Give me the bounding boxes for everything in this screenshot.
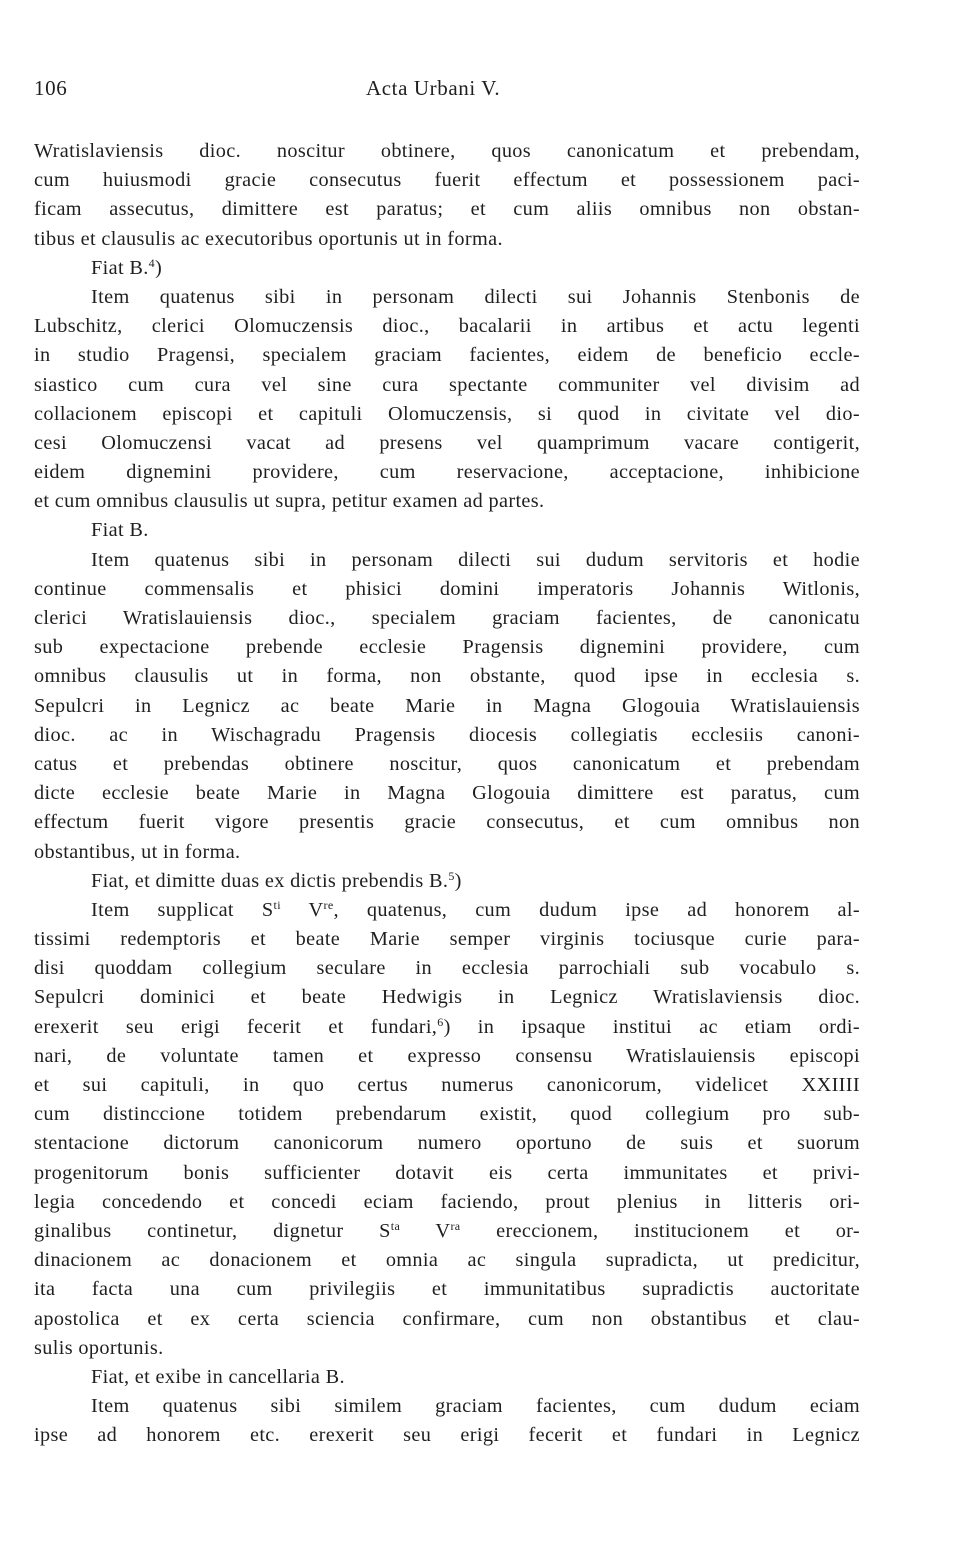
text-line: Item quatenus sibi in personam dilecti sui dudum servitoris et hodie xyxy=(91,548,860,571)
text-line: cesi Olomuczensi vacat ad presens vel quamprimum vacare contigerit, xyxy=(34,431,860,454)
text-line: Sepulcri dominici et beate Hedwigis in Legnicz Wratislaviensis dioc. xyxy=(34,986,860,1009)
text-line: Lubschitz, clerici Olomuczensis dioc., bacalarii in artibus et actu legenti xyxy=(34,315,860,338)
text-line: collacionem episcopi et capituli Olomuczensis, si quod in civitate vel dio- xyxy=(34,402,860,425)
text-line: apostolica et ex certa sciencia confirmare, cum non obstantibus et clau- xyxy=(34,1307,860,1330)
text-line: cum distinccione totidem prebendarum existit, quod collegium pro sub- xyxy=(34,1103,860,1126)
page-header xyxy=(34,76,860,106)
document-body xyxy=(34,137,860,1450)
text-line: effectum fuerit vigore presentis gracie consecutus, et cum omnibus non xyxy=(34,811,860,834)
text-line: erexerit seu erigi fecerit et fundari,$^6$) in ipsaque institui ac etiam ordi- xyxy=(34,1014,860,1038)
footnote-marker: 4 xyxy=(148,255,156,270)
text-line: catus et prebendas obtinere noscitur, quos canonicatum et prebendam xyxy=(34,752,860,775)
text-line: dicte ecclesie beate Marie in Magna Glogouia dimittere est paratus, cum xyxy=(34,782,860,805)
text-line: Fiat, et exibe in cancellaria B. xyxy=(91,1365,345,1388)
text-line: Wratislaviensis dioc. noscitur obtinere, quos canonicatum et prebendam, xyxy=(34,140,860,162)
text-line: nari, de voluntate tamen et expresso consensu Wratislauiensis episcopi xyxy=(34,1044,860,1067)
text-line: ginalibus continetur, dignetur $S^{ta}$ $V^{ra}$ ereccionem, institucionem et or- xyxy=(34,1218,860,1242)
text-line: Fiat B. xyxy=(91,519,149,542)
text-line: tissimi redemptoris et beate Marie semper virginis tociusque curie para- xyxy=(34,928,860,951)
text-line: sulis oportunis. xyxy=(34,1336,164,1359)
text-line: dioc. ac in Wischagradu Pragensis diocesis collegiatis ecclesiis canoni- xyxy=(34,723,860,746)
text-line: continue commensalis et phisici domini imperatoris Johannis Witlonis, xyxy=(34,577,860,600)
text-line: ita facta una cum privilegiis et immunitatibus supradictis auctoritate xyxy=(34,1278,860,1301)
running-title: Acta Urbani V. xyxy=(366,76,501,100)
text-line: clerici Wratislauiensis dioc., specialem graciam facientes, de canonicatu xyxy=(34,607,860,629)
page-number: 106 xyxy=(34,76,68,100)
text-line: Item supplicat $S^{ti}$ Vre, quatenus, cum dudum ipse ad honorem al- xyxy=(91,897,860,921)
text-line: progenitorum bonis sufficienter dotavit eis certa immunitates et privi- xyxy=(34,1161,860,1184)
text-line: Fiat, et dimitte duas ex dictis prebendis B.$^5$) xyxy=(91,868,462,892)
text-line: Fiat B.$^4$) xyxy=(91,255,163,279)
text-line: disi quoddam collegium seculare in ecclesia parrochiali sub vocabulo s. xyxy=(34,957,860,980)
text-line: Sepulcri in Legnicz ac beate Marie in Magna Glogouia Wratislauiensis xyxy=(34,694,860,717)
text-line: siastico cum cura vel sine cura spectante communiter vel divisim ad xyxy=(34,373,860,396)
text-line: ipse ad honorem etc. erexerit seu erigi fecerit et fundari in Legnicz xyxy=(34,1424,860,1447)
text-line: eidem dignemini providere, cum reservacione, acceptacione, inhibicione xyxy=(34,461,860,484)
footnote-marker: 6 xyxy=(437,1014,444,1029)
text-line: ficam assecutus, dimittere est paratus; et cum aliis omnibus non obstan- xyxy=(34,198,860,221)
text-line: cum huiusmodi gracie consecutus fuerit effectum et possessionem paci- xyxy=(34,169,860,192)
text-line: sub expectacione prebende ecclesie Pragensis dignemini providere, cum xyxy=(34,636,860,659)
document-page xyxy=(34,76,860,1450)
text-line: dinacionem ac donacionem et omnia ac singula supradicta, ut predicitur, xyxy=(34,1249,860,1272)
text-line: stentacione dictorum canonicorum numero oportuno de suis et suorum xyxy=(34,1132,860,1155)
text-line: in studio Pragensi, specialem graciam facientes, eidem de beneficio eccle- xyxy=(34,344,860,367)
text-line: omnibus clausulis ut in forma, non obstante, quod ipse in ecclesia s. xyxy=(34,665,860,688)
text-line: Item quatenus sibi similem graciam facientes, cum dudum eciam xyxy=(91,1395,860,1418)
text-line: Item quatenus sibi in personam dilecti sui Johannis Stenbonis de xyxy=(91,285,860,308)
text-line: legia concedendo et concedi eciam faciendo, prout plenius in litteris ori- xyxy=(34,1190,860,1213)
footnote-marker: 5 xyxy=(448,868,455,883)
text-line: et sui capituli, in quo certus numerus canonicorum, videlicet XXIIII xyxy=(34,1074,860,1096)
text-line: obstantibus, ut in forma. xyxy=(34,840,241,863)
text-line: tibus et clausulis ac executoribus oportunis ut in forma. xyxy=(34,227,503,250)
text-line: et cum omnibus clausulis ut supra, petitur examen ad partes. xyxy=(34,490,545,513)
